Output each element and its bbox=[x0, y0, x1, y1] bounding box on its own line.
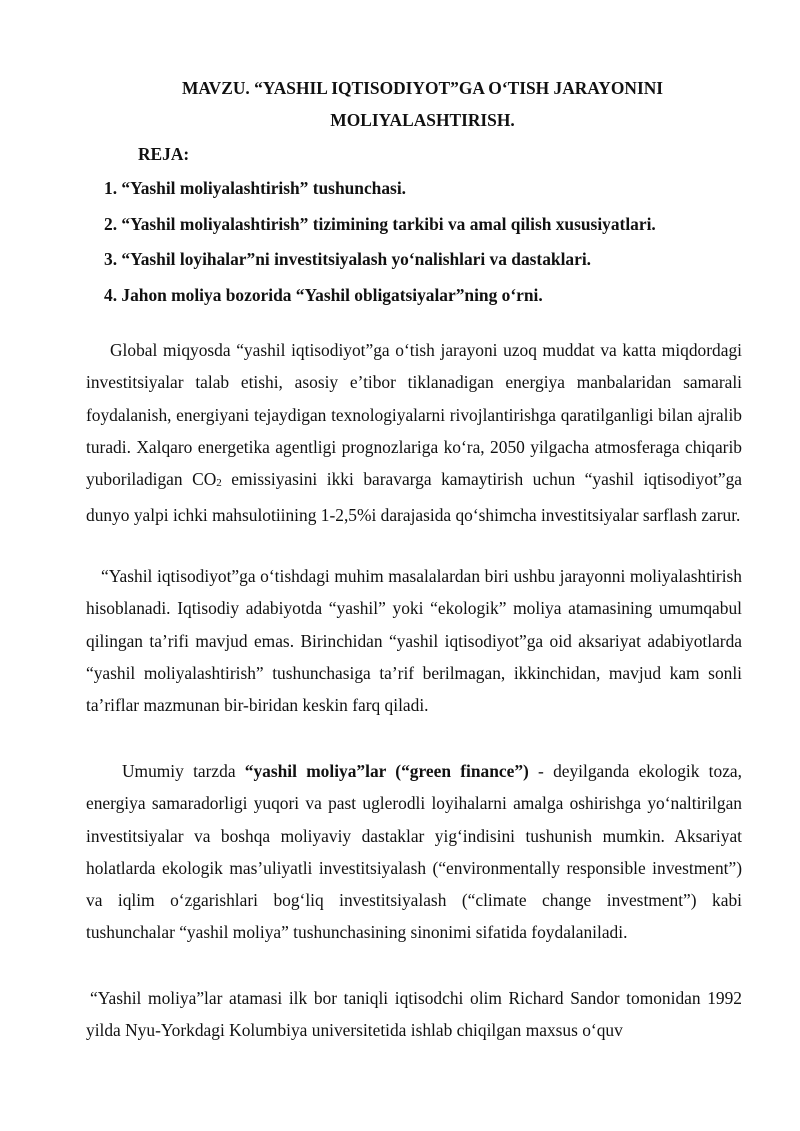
plan-list bbox=[104, 171, 656, 313]
plan-item: 1. “Yashil moliyalashtirish” tushunchasi. bbox=[104, 178, 406, 198]
title-line-1: MAVZU. “YASHIL IQTISODIYOT”GA O‘TISH JARAYONINI bbox=[181, 78, 664, 98]
paragraph-4: “Yashil moliya”lar atamasi ilk bor taniqli iqtisodchi olim Richard Sandor tomonidan 1992 yilda Nyu-Yorkdagi Kolumbiya universitetida ishlab chiqilgan maxsus o‘quv bbox=[86, 988, 742, 1041]
plan-item: 4. Jahon moliya bozorida “Yashil obligatsiyalar”ning o‘rni. bbox=[104, 284, 543, 305]
paragraph-1 bbox=[86, 334, 742, 532]
plan-item: 2. “Yashil moliyalashtirish” tizimining tarkibi va amal qilish xususiyatlari. bbox=[104, 213, 656, 234]
paragraph-3 bbox=[86, 755, 742, 949]
page-title bbox=[0, 72, 800, 136]
paragraph-2: “Yashil iqtisodiyot”ga o‘tishdagi muhim masalalardan biri ushbu jarayonni moliyalashtirish hisoblanadi. Iqtisodiy adabiyotda “yashil” yoki “ekologik” moliya atamasining umumqabul qilingan ta’rifi mavjud emas. Birinchidan “yashil iqtisodiyot”ga oid aksariyat adabiyotlarda “yashil moliyalashtirish” tushunchasiga ta’rif berilmagan, ikkinchidan, mavjud kam sonli ta’riflar mazmunan bir-biridan keskin farq qiladi. bbox=[86, 566, 742, 716]
paragraph-1-text-end: emissiyasini ikki baravarga kamaytirish uchun “yashil iqtisodiyot”ga dunyo yalpi ichki mahsulotiining 1-2,5%i darajasida qo‘shimcha investitsiyalar sarflash zarur. bbox=[86, 469, 742, 526]
green-finance-term: “yashil moliya”lar (“green finance”) bbox=[244, 761, 529, 781]
paragraph-1-text: Global miqyosda “yashil iqtisodiyot”ga o‘tish jarayoni uzoq muddat va katta miqdordagi investitsiyalar talab etishi, asosiy e’tibor tiklanadigan energiya manbalaridan samarali foydalanish, energiyani tejaydigan texnologiyalarni rivojlantirishga qaratilganligi bilan ajralib turadi. Xalqaro energetika agentligi prognozlariga ko‘ra, 2050 yilgacha atmosferaga chiqarib yuboriladigan CO bbox=[86, 340, 742, 490]
title-line-2: MOLIYALASHTIRISH. bbox=[330, 110, 515, 130]
paragraph-3-text: - deyilganda ekologik toza, energiya samaradorligi yuqori va past uglerodli loyihalarni amalga oshirishga yo‘naltirilgan investitsiyalar va boshqa moliyaviy dastaklar yig‘indisini tushunish mumkin. Aksariyat holatlarda ekologik mas’uliyatli investitsiyalash (“environmentally responsible investment”) va iqlim o‘zgarishlari bog‘liq investitsiyalash (“climate change investment”) kabi tushunchalar “yashil moliya” tushunchasining sinonimi sifatida foydalaniladi. bbox=[86, 761, 742, 943]
plan-heading: REJA: bbox=[138, 144, 190, 164]
paragraph-3-lead: Umumiy tarzda bbox=[122, 761, 245, 781]
co2-subscript: 2 bbox=[216, 477, 222, 490]
plan-item: 3. “Yashil loyihalar”ni investitsiyalash yo‘nalishlari va dastaklari. bbox=[104, 249, 592, 269]
